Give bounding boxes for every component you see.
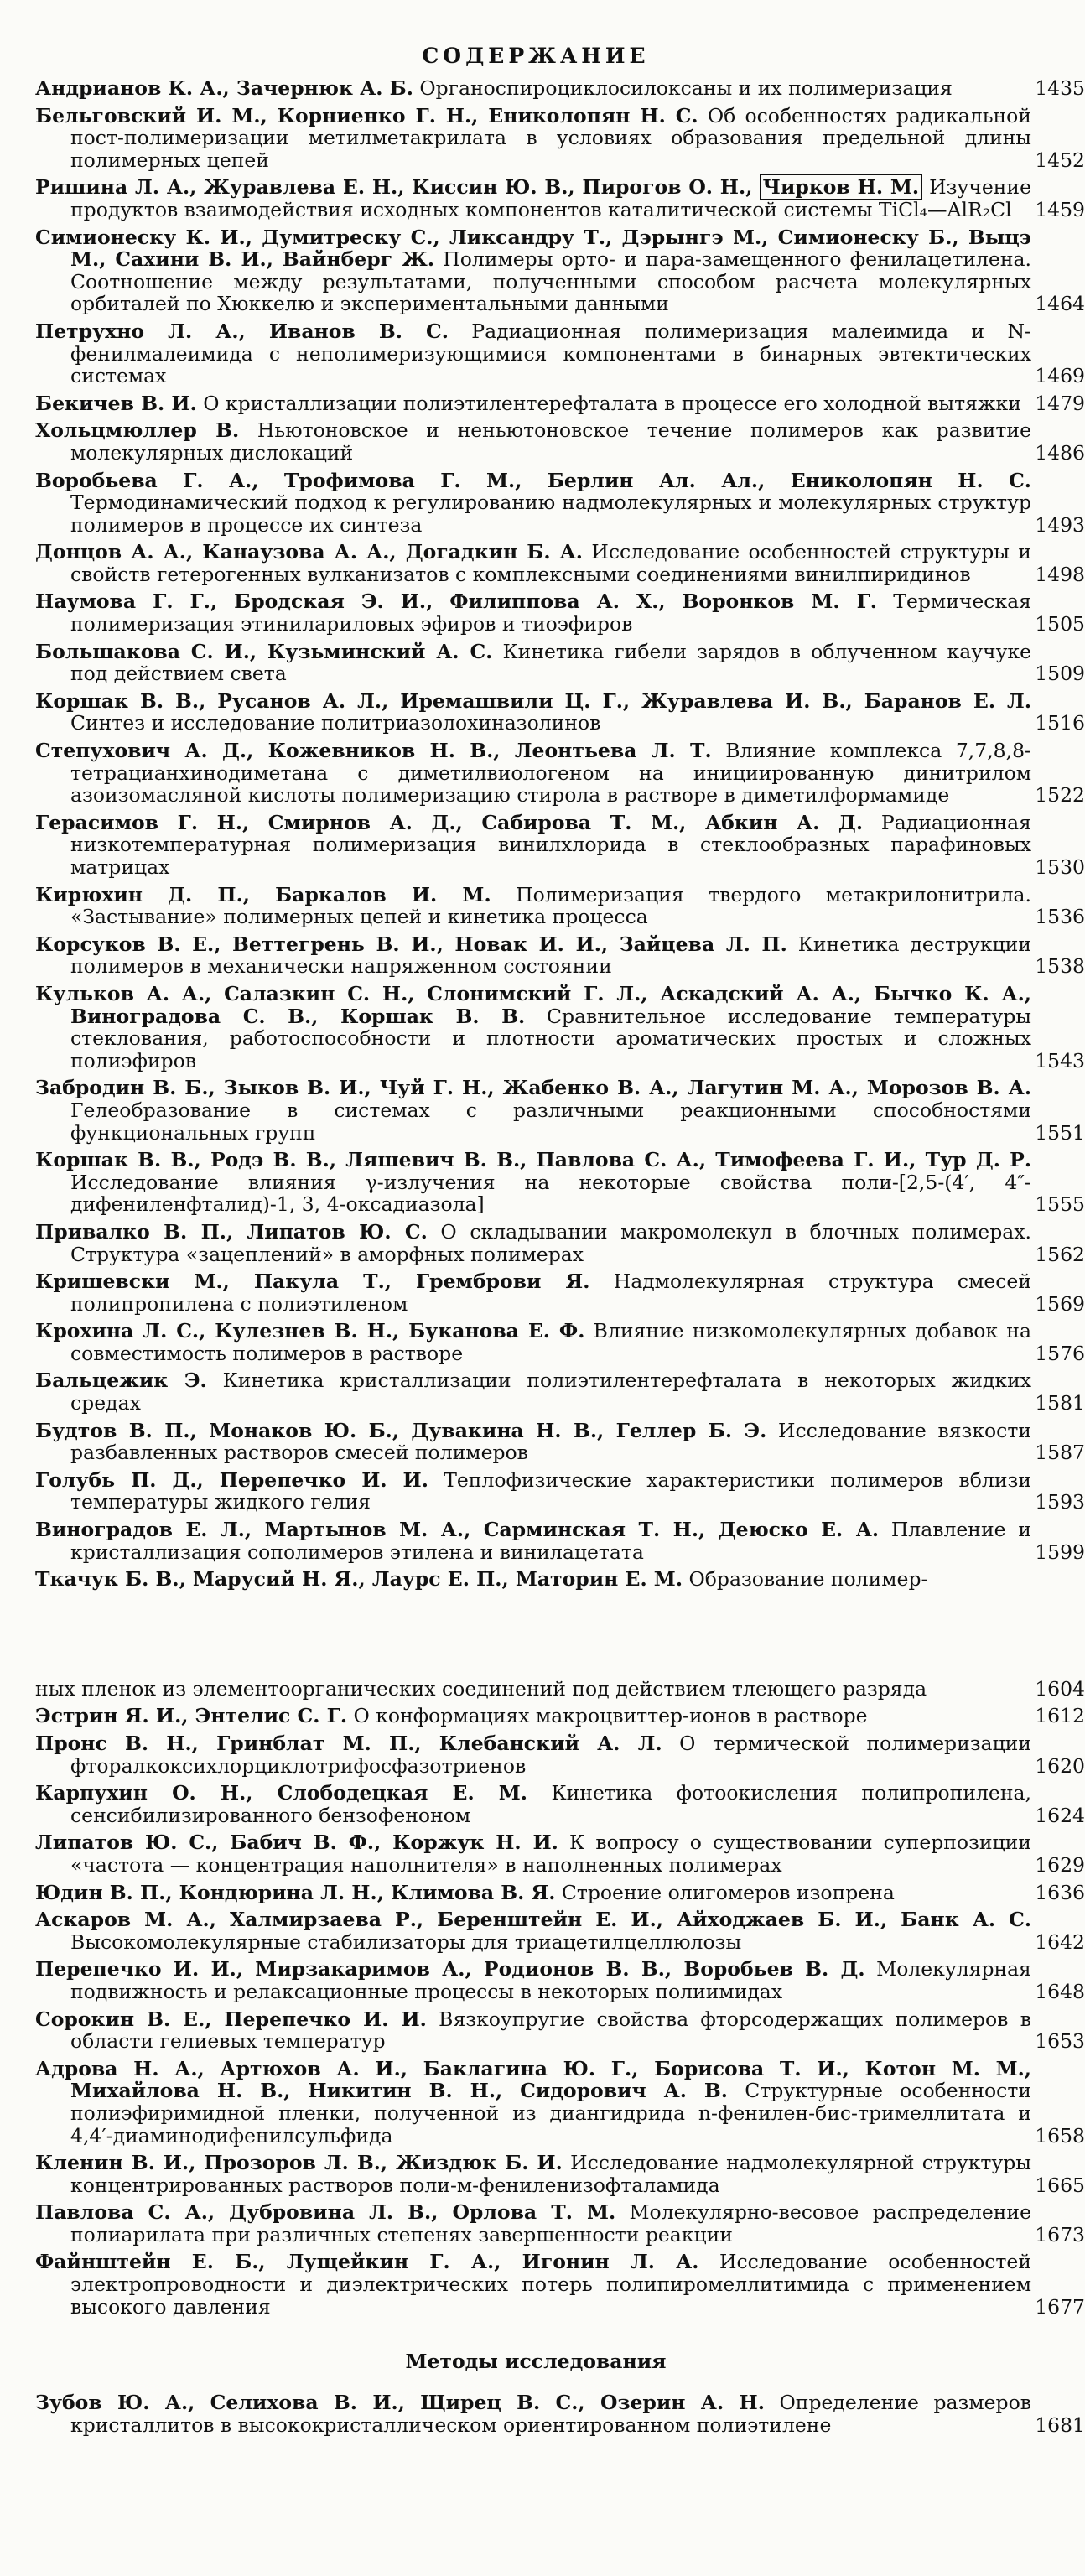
entry-title: Термодинамический подход к регулированию надмолекулярных и молекулярных структур полимеров в процессе их синтеза [70, 491, 1031, 537]
entry-authors: Хольцмюллер В. [35, 418, 240, 443]
entry-title: Исследование влияния γ-излучения на некоторые свойства поли-[2,5-(4′, 4″-дифениленфталид)-1, 3, 4-оксадиазола] [70, 1170, 1031, 1217]
toc-entry [35, 2007, 1085, 2054]
entry-title: Полимеры орто- и пара-замещенного фенилацетилена. Соотношение между результатами, полученными способом расчета молекулярных орбиталей по Хюккелю и экспериментальными данными [70, 247, 1031, 316]
entry-title: Молекулярная подвижность и релаксационные процессы в некоторых полиимидах [70, 1957, 1031, 2003]
toc-entry [35, 1880, 1085, 1904]
entry-authors: Коршак В. В., Родэ В. В., Ляшевич В. В., Павлова С. А., Тимофеева Г. И., Тур Д. Р. [35, 1148, 1031, 1172]
entry-page-number: 1479 [1035, 391, 1085, 415]
toc-entry [35, 1467, 1085, 1514]
entry-page-number: 1530 [1035, 855, 1085, 879]
entry-authors: Эстрин Я. И., Энтелис С. Г. [35, 1704, 348, 1728]
entry-title: Полимеризация твердого метакрилонитрила. «Застывание» полимерных цепей и кинетика процесса [70, 882, 1031, 929]
entry-page-number: 1612 [1035, 1704, 1085, 1728]
entry-page-number: 1562 [1035, 1242, 1085, 1266]
toc-entry [35, 1568, 1031, 1591]
toc-entry [35, 639, 1085, 686]
entry-title: Гелеобразование в системах с различными реакционными способностями функциональных групп [70, 1098, 1031, 1145]
section-title-methods: Методы исследования [405, 2350, 667, 2374]
entry-title: Исследование вязкости разбавленных растворов смесей полимеров [70, 1418, 1032, 1465]
entry-authors: Адрова Н. А., Артюхов А. И., Баклагина Ю. Г., Борисова Т. И., Котон М. М., Михайлова Н. В., Никитин В. Н., Сидорович А. В. [35, 2056, 1031, 2103]
toc-entry [35, 688, 1085, 735]
entry-title: Радиационная полимеризация малеимида и N-фенилмалеимида с неполимеризующимися компонентами в бинарных эвтектических системах [70, 319, 1031, 388]
entry-authors: Большакова С. И., Кузьминский А. С. [35, 639, 493, 663]
entry-authors: Кришевски М., Пакула Т., Гремброви Я. [35, 1270, 590, 1294]
entry-authors: Донцов А. А., Канаузова А. А., Догадкин Б. А. [35, 540, 583, 564]
entry-page-number: 1658 [1035, 2123, 1085, 2148]
entry-title: Образование полимер- [688, 1567, 928, 1592]
toc-entry [35, 981, 1085, 1072]
entry-authors: Петрухно Л. А., Иванов В. С. [35, 319, 449, 343]
toc-entry [35, 1518, 1085, 1564]
entry-page-number: 1555 [1035, 1192, 1085, 1217]
toc-entry [35, 1076, 1085, 1145]
entry-page-number: 1522 [1035, 783, 1085, 808]
entry-page-number: 1486 [1035, 440, 1085, 465]
table-of-contents [0, 76, 1085, 2319]
entry-authors: Герасимов Г. Н., Смирнов А. Д., Сабирова Т. М., Абкин А. Д. [35, 810, 864, 834]
entry-page-number: 1620 [1035, 1753, 1085, 1778]
entry-title: Кинетика деструкции полимеров в механически напряженном состоянии [70, 932, 1031, 979]
entry-boxed-author: Чирков Н. М. [760, 174, 923, 200]
toc-entry [35, 810, 1085, 879]
entry-page-number: 1452 [1035, 148, 1085, 172]
entry-title: О конформациях макроцвиттер-ионов в растворе [353, 1704, 868, 1728]
entry-authors: Бекичев В. И. [35, 391, 197, 415]
entry-authors: Аскаров М. А., Халмирзаева Р., Беренштейн Е. И., Айходжаев Б. И., Банк А. С. [35, 1908, 1031, 1932]
toc-entry [35, 1148, 1085, 1217]
toc-entry [35, 739, 1085, 808]
entry-authors: Ришина Л. А., Журавлева Е. Н., Киссин Ю. В., Пирогов О. Н., [35, 175, 753, 200]
entry-title: Строение олигомеров изопрена [561, 1880, 895, 1904]
entry-authors: Виноградов Е. Л., Мартынов М. А., Сарминская Т. Н., Деюско Е. А. [35, 1518, 880, 1542]
entry-title: Кинетика фотоокисления полипропилена, сенсибилизированного бензофеноном [70, 1781, 1031, 1827]
entry-page-number: 1642 [1035, 1929, 1085, 1954]
toc-entry [35, 1704, 1085, 1728]
entry-authors: Андрианов К. А., Зачернюк А. Б. [35, 76, 413, 100]
entry-page-number: 1581 [1035, 1391, 1085, 1415]
entry-page-number: 1677 [1035, 2294, 1085, 2319]
toc-entry [35, 319, 1085, 388]
entry-title: Термическая полимеризация этинилариловых эфиров и тиоэфиров [70, 589, 1031, 636]
entry-authors: Юдин В. П., Кондюрина Л. Н., Климова В. Я. [35, 1880, 556, 1904]
entry-authors: Корсуков В. Е., Веттегрень В. И., Новак И. И., Зайцева Л. П. [35, 932, 787, 956]
toc-entry [35, 1219, 1085, 1266]
toc-entry [35, 1831, 1085, 1877]
entry-page-number: 1629 [1035, 1852, 1085, 1877]
entry-page-number: 1435 [1035, 76, 1085, 100]
entry-title: О складывании макромолекул в блочных полимерах. Структура «зацеплений» в аморфных полимерах [70, 1219, 1031, 1266]
entry-authors: Сорокин В. Е., Перепечко И. И. [35, 2007, 427, 2031]
entry-title: Плавление и кристаллизация сополимеров этилена и винилацетата [70, 1518, 1031, 1564]
entry-page-number: 1624 [1035, 1803, 1085, 1827]
entry-authors: Голубь П. Д., Перепечко И. И. [35, 1467, 428, 1492]
entry-title: Вязкоупругие свойства фторсодержащих полимеров в области гелиевых температур [70, 2007, 1031, 2054]
entry-page-number: 1459 [1035, 197, 1085, 221]
entry-authors: Будтов В. П., Монаков Ю. Б., Дувакина Н. В., Геллер Б. Э. [35, 1418, 767, 1442]
entry-title: Радиационная низкотемпературная полимеризация винилхлорида в стеклообразных парафиновых матрицах [70, 810, 1031, 879]
entry-page-number: 1493 [1035, 512, 1085, 537]
entry-authors: Кульков А. А., Салазкин С. Н., Слонимский Г. Л., Аскадский А. А., Бычко К. А., Виноградова С. В., Коршак В. В. [35, 981, 1031, 1028]
entry-authors: Наумова Г. Г., Бродская Э. И., Филиппова А. Х., Воронков М. Г. [35, 589, 877, 614]
entry-title: Молекулярно-весовое распределение полиарилата при различных степенях завершенности реакции [70, 2200, 1031, 2246]
entry-title: Исследование особенностей структуры и свойств гетерогенных вулканизатов с комплексными соединениями винилпиридинов [70, 540, 1031, 586]
toc-entry [35, 882, 1085, 929]
toc-entry [35, 103, 1085, 172]
entry-authors: Степухович А. Д., Кожевников Н. В., Леонтьева Л. Т. [35, 739, 712, 763]
toc-entry [35, 468, 1085, 537]
entry-authors: Перепечко И. И., Мирзакаримов А., Родионов В. В., Воробьев В. Д. [35, 1957, 865, 1981]
toc-entry [35, 1908, 1085, 1954]
toc-entry [35, 932, 1085, 979]
entry-authors: Симионеску К. И., Думитреску С., Ликсандру Т., Дэрынгэ М., Симионеску Б., Выцэ М., Сахини В. И., Вайнберг Ж. [35, 225, 1031, 272]
entry-title: Исследование надмолекулярной структуры концентрированных растворов поли-м-фениленизофталамида [70, 2151, 1031, 2197]
toc-entry [35, 1957, 1085, 2003]
methods-section [0, 2391, 1085, 2437]
entry-title: Об особенностях радикальной пост-полимеризации метилметакрилата в условиях образования предельной длины полимерных цепей [70, 103, 1031, 172]
entry-page-number: 1551 [1035, 1120, 1085, 1145]
toc-entry [35, 1368, 1085, 1415]
toc-entry [35, 2056, 1085, 2148]
entry-title: Высокомолекулярные стабилизаторы для триацетилцеллюлозы [70, 1929, 742, 1954]
entry-authors: Воробьева Г. А., Трофимова Г. М., Берлин Ал. Ал., Ениколопян Н. С. [35, 468, 1031, 492]
entry-page-number: 1681 [1035, 2412, 1085, 2437]
entry-title: Изучение продуктов взаимодействия исходных компонентов каталитической системы TiCl₄—AlR₂Cl [70, 175, 1031, 221]
toc-entry [35, 2151, 1085, 2197]
entry-page-number: 1673 [1035, 2222, 1085, 2246]
entry-title: Органоспироциклосилоксаны и их полимеризация [419, 76, 953, 100]
toc-entry [35, 175, 1085, 221]
entry-authors: Липатов Ю. С., Бабич В. Ф., Коржук Н. И. [35, 1831, 558, 1855]
entry-page-number: 1505 [1035, 612, 1085, 636]
toc-entry [35, 1270, 1085, 1316]
entry-title: К вопросу о существовании суперпозиции «частота — концентрация наполнителя» в наполненных полимерах [70, 1831, 1031, 1877]
entry-page-number: 1536 [1035, 905, 1085, 929]
toc-entry [35, 1319, 1085, 1365]
entry-page-number: 1648 [1035, 1979, 1085, 2003]
entry-page-number: 1464 [1035, 292, 1085, 316]
entry-title: Структурные особенности полиэфиримидной пленки, полученной из диангидрида n-фенилен-бис-тримеллитата и 4,4′-диаминодифенилсульфида [70, 2079, 1031, 2148]
toc-entry [35, 418, 1085, 465]
entry-title: Надмолекулярная структура смесей полипропилена с полиэтиленом [70, 1270, 1032, 1316]
entry-page-number: 1538 [1035, 954, 1085, 979]
entry-authors: Кирюхин Д. П., Баркалов И. М. [35, 882, 491, 906]
entry-title: Кинетика гибели зарядов в облученном каучуке под действием света [70, 639, 1031, 686]
toc-entry [35, 589, 1085, 636]
entry-page-number: 1587 [1035, 1441, 1085, 1465]
entry-title: Теплофизические характеристики полимеров вблизи температуры жидкого гелия [70, 1467, 1031, 1514]
toc-entry [35, 2391, 1085, 2437]
entry-page-number: 1509 [1035, 662, 1085, 686]
entry-page-number: 1604 [1035, 1676, 1085, 1701]
entry-authors: Привалко В. П., Липатов Ю. С. [35, 1219, 428, 1244]
toc-entry [35, 1418, 1085, 1465]
entry-authors: Забродин В. Б., Зыков В. И., Чуй Г. Н., Жабенко В. А., Лагутин М. А., Морозов В. А. [35, 1076, 1031, 1100]
entry-authors: Коршак В. В., Русанов А. Л., Иремашвили Ц. Г., Журавлева И. В., Баранов Е. Л. [35, 688, 1031, 713]
entry-title: Влияние комплекса 7,7,8,8-тетрацианхинодиметана с диметилвиологеном на инициированную динитрилом азоизомасляной кислоты полимеризацию стирола в растворе в диметилформамиде [70, 739, 1031, 808]
entry-page-number: 1516 [1035, 711, 1085, 735]
entry-title: Влияние низкомолекулярных добавок на совместимость полимеров в растворе [70, 1319, 1031, 1365]
entry-page-number: 1653 [1035, 2029, 1085, 2054]
entry-authors: Ткачук Б. В., Марусий Н. Я., Лаурс Е. П., Маторин Е. М. [35, 1567, 683, 1592]
entry-page-number: 1569 [1035, 1291, 1085, 1316]
toc-entry [35, 1732, 1085, 1778]
toc-entry [35, 2200, 1085, 2246]
toc-entry [35, 540, 1085, 586]
entry-authors: Зубов Ю. А., Селихова В. И., Щирец В. С., Озерин А. Н. [35, 2391, 765, 2415]
entry-authors: Бельговский И. М., Корниенко Г. Н., Ениколопян Н. С. [35, 103, 698, 127]
entry-page-number: 1593 [1035, 1490, 1085, 1514]
entry-title: ных пленок из элементоорганических соединений под действием тлеющего разряда [35, 1676, 927, 1701]
toc-entry [35, 225, 1085, 316]
entry-page-number: 1636 [1035, 1880, 1085, 1904]
toc-entry [35, 1781, 1085, 1827]
toc-entry [35, 391, 1085, 415]
entry-page-number: 1599 [1035, 1540, 1085, 1564]
entry-title: Сравнительное исследование температуры стеклования, работоспособности и плотности ароматических простых и сложных полиэфиров [70, 1004, 1031, 1072]
entry-title: О кристаллизации полиэтилентерефталата в процессе его холодной вытяжки [203, 391, 1021, 415]
entry-title: Ньютоновское и неньютоновское течение полимеров как развитие молекулярных дислокаций [70, 418, 1031, 465]
entry-title: О термической полимеризации фторалкоксихлорциклотрифосфазотриенов [70, 1732, 1032, 1778]
toc-entry [35, 2250, 1085, 2319]
toc-entry [35, 76, 1085, 100]
entry-title: Кинетика кристаллизации полиэтилентерефталата в некоторых жидких средах [70, 1368, 1031, 1415]
page-title: СОДЕРЖАНИЕ [422, 44, 650, 68]
entry-authors: Павлова С. А., Дубровина Л. В., Орлова Т. М. [35, 2200, 616, 2225]
entry-authors: Бальцежик Э. [35, 1368, 207, 1393]
entry-page-number: 1576 [1035, 1341, 1085, 1365]
entry-authors: Файнштейн Е. Б., Лущейкин Г. А., Игонин Л. А. [35, 2250, 699, 2274]
entry-page-number: 1543 [1035, 1048, 1085, 1072]
entry-page-number: 1665 [1035, 2173, 1085, 2197]
entry-authors: Пронс В. Н., Гринблат М. П., Клебанский А. Л. [35, 1732, 662, 1755]
toc-entry [35, 1676, 1085, 1701]
entry-authors: Кленин В. И., Прозоров Л. В., Жиздюк Б. И. [35, 2151, 563, 2175]
column-gap [0, 1596, 1072, 1678]
entry-title: Синтез и исследование политриазолохиназолинов [70, 711, 601, 735]
entry-authors: Карпухин О. Н., Слободецкая Е. М. [35, 1781, 527, 1805]
entry-page-number: 1469 [1035, 364, 1085, 388]
entry-title: Исследование особенностей электропроводности и диэлектрических потерь полипиромеллитимида с применением высокого давления [70, 2250, 1031, 2319]
entry-page-number: 1498 [1035, 562, 1085, 586]
entry-title: Определение размеров кристаллитов в высококристаллическом ориентированном полиэтилене [70, 2391, 1031, 2437]
entry-authors: Крохина Л. С., Кулезнев В. Н., Буканова Е. Ф. [35, 1319, 585, 1343]
